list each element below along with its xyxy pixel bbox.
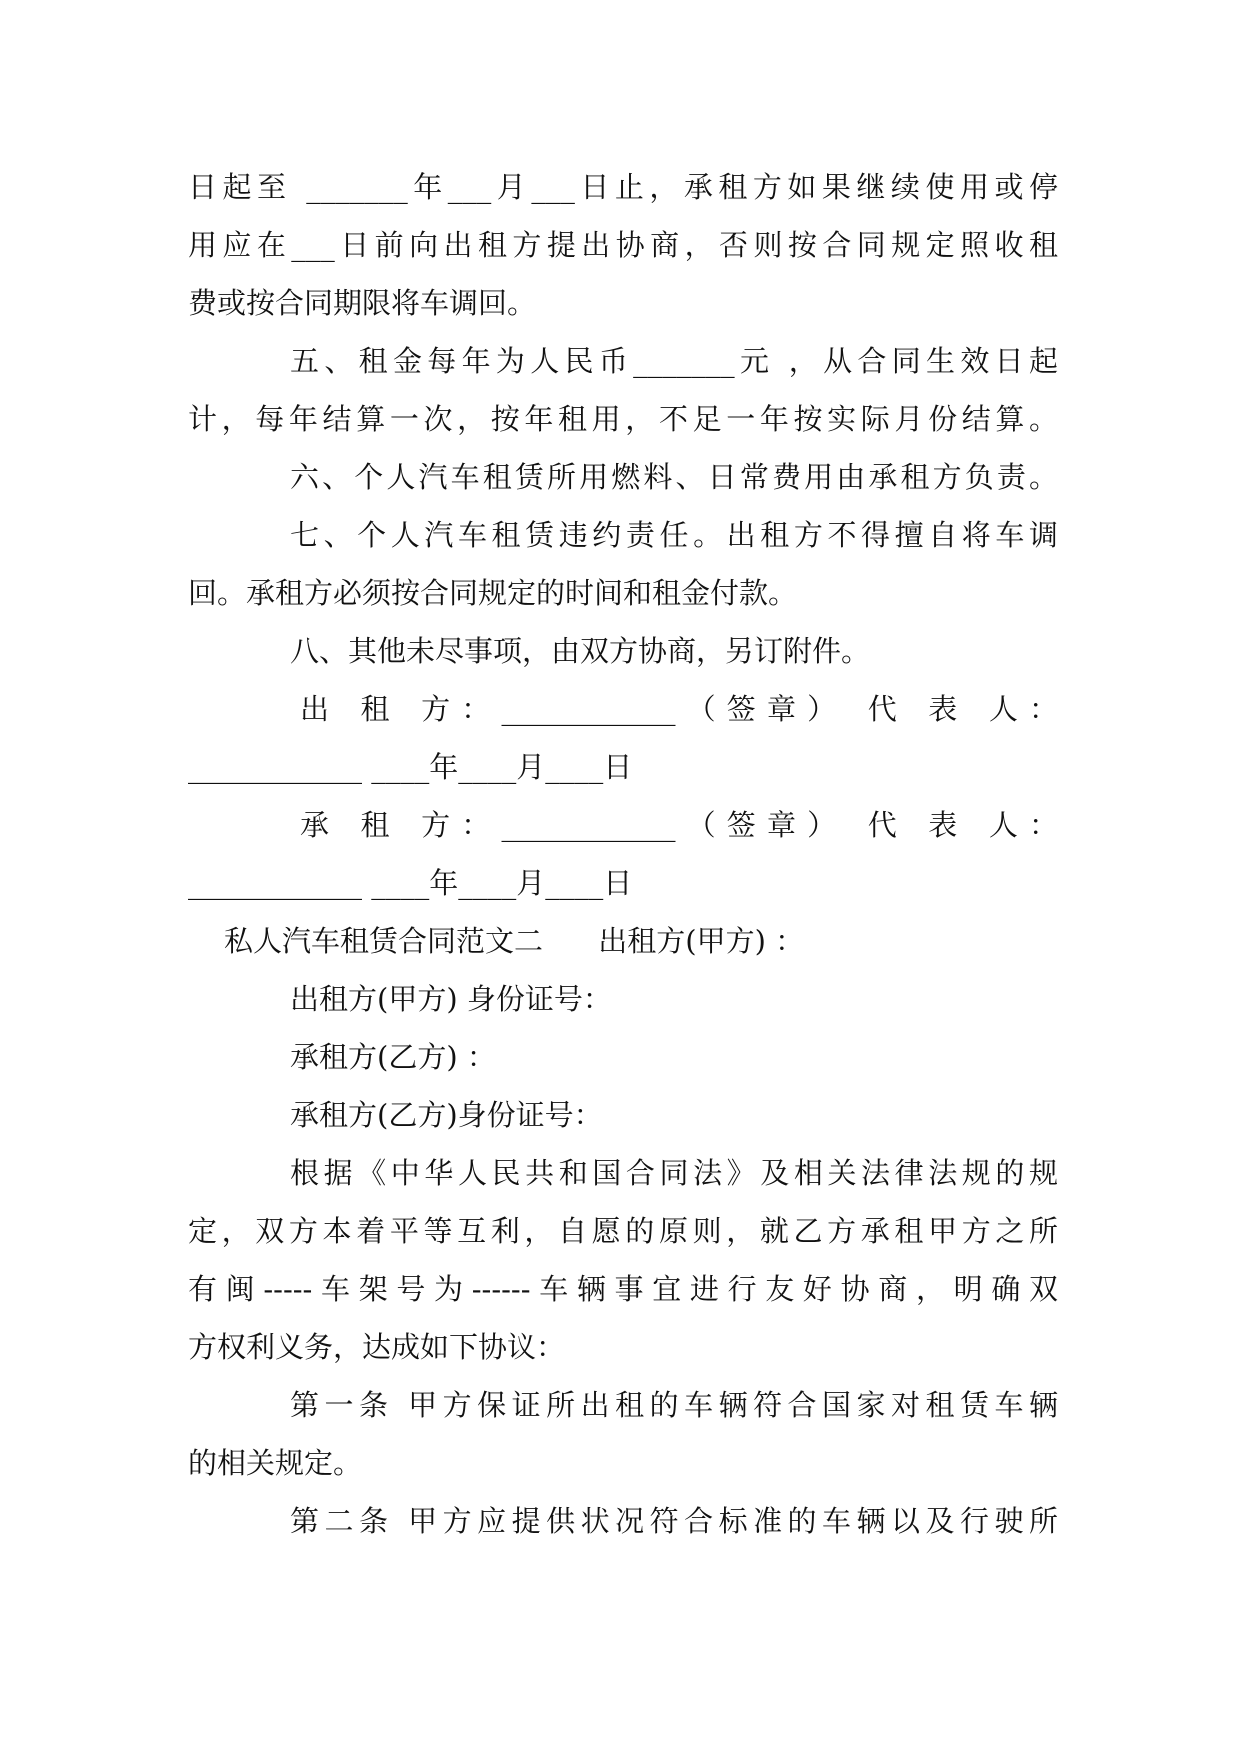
text-line: 计，每年结算一次，按年租用，不足一年按实际月份结算。	[188, 402, 1058, 436]
text-line: 用应在___日前向出租方提出协商，否则按合同规定照收租	[188, 228, 1058, 262]
clause-eight: 八、其他未尽事项，由双方协商，另订附件。	[290, 634, 871, 668]
party-b-line: 承租方(乙方) ：	[290, 1040, 496, 1074]
party-b-id-line: 承租方(乙方)身份证号：	[290, 1098, 603, 1132]
preamble: 根据《中华人民共和国合同法》及相关法律法规的规	[290, 1156, 1058, 1190]
text-line: 方权利义务，达成如下协议：	[188, 1330, 566, 1364]
text-line: 有闽-----车架号为------车辆事宜进行友好协商，明确双	[188, 1272, 1058, 1306]
text-line: 日起至 _______年___月___日止，承租方如果继续使用或停	[188, 170, 1058, 204]
clause-six: 六、个人汽车租赁所用燃料、日常费用由承租方负责。	[290, 460, 1058, 494]
article-one: 第一条 甲方保证所出租的车辆符合国家对租赁车辆	[290, 1388, 1058, 1422]
lessor-date-line: ____________ ____年____月____日	[188, 750, 633, 784]
lessor-signature-line: 出 租 方：____________（签章） 代 表 人：	[300, 692, 1058, 726]
document-body	[188, 158, 1058, 1550]
text-line: 定，双方本着平等互利，自愿的原则，就乙方承租甲方之所	[188, 1214, 1058, 1248]
clause-seven: 七、个人汽车租赁违约责任。出租方不得擅自将车调	[290, 518, 1058, 552]
party-a-id-line: 出租方(甲方) 身份证号：	[290, 982, 612, 1016]
article-two: 第二条 甲方应提供状况符合标准的车辆以及行驶所	[290, 1504, 1058, 1538]
text-line: 回。承租方必须按合同规定的时间和租金付款。	[188, 576, 798, 610]
lessee-date-line: ____________ ____年____月____日	[188, 866, 633, 900]
text-line: 费或按合同期限将车调回。	[188, 286, 537, 320]
text-line: 的相关规定。	[188, 1446, 363, 1480]
section-title: 私人汽车租赁合同范文二 出租方(甲方) ：	[224, 924, 805, 958]
lessee-signature-line: 承 租 方：____________（签章） 代 表 人：	[300, 808, 1058, 842]
clause-five: 五、租金每年为人民币_______元 ，从合同生效日起	[290, 344, 1058, 378]
